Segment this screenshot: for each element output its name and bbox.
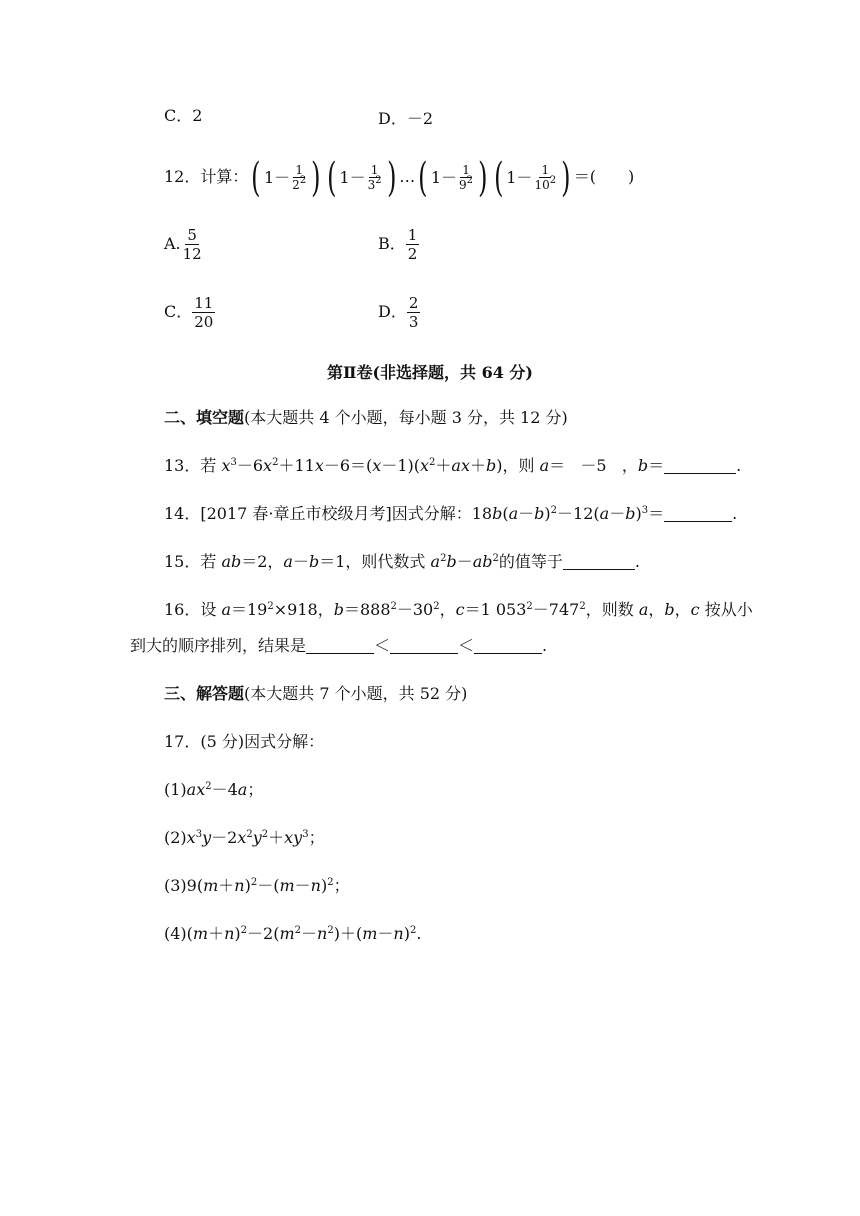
q17-part-4: $(4)(m+n)^2-2(m^2-n^2)+(m-n)^2$. [164,924,422,943]
q16-blank-3[interactable] [474,637,542,654]
q14-blank[interactable] [664,505,732,522]
q17-part-1: $(1)ax^2-4a$； [164,780,264,799]
q16-blank-1[interactable] [306,637,374,654]
q12-option-b: B． $\frac{1}{2}$ [378,226,418,263]
q13: 13．若 $x^3-6x^2+11x-6=(x-1)(x^2+ax+b)$，则 a＝ －5 ，b＝ . [164,456,742,475]
q15: 15．若 ab＝2，a－b＝1，则代数式 $a^2b-ab^2$的值等于 . [164,552,640,571]
q12-option-c: C． $\frac{11}{20}$ [164,294,214,331]
q12-factor-2: ( 1－ $\frac{1}{3^2}$ ) [326,154,397,201]
q11-option-c: C．2 [164,106,203,125]
q16-line-2: 到大的顺序排列，结果是 ＜ ＜ . [130,636,548,655]
q12-factor-4: ( 1－ $\frac{1}{10^2}$ ) [493,154,571,201]
part-3-heading: 三、解答题(本大题共 7 个小题，共 52 分) [164,684,468,703]
q16-blank-2[interactable] [390,637,458,654]
part-2-heading: 二、填空题(本大题共 4 个小题，每小题 3 分，共 12 分) [164,408,568,427]
q15-blank[interactable] [563,553,635,570]
section-2-title: 第Ⅱ卷(非选择题，共 64 分) [326,363,534,382]
q17-part-3: $(3)9(m+n)^2-(m-n)^2$； [164,876,350,895]
q12-prefix: 12．计算： [164,167,249,186]
q12-dots: … [399,167,416,186]
q13-answer-a: －5 [580,456,607,475]
q12-option-d: D． $\frac{2}{3}$ [378,294,419,331]
q12-suffix: ＝( ) [573,167,635,186]
q16-line-1: 16．设 $a=19^2\times 918$，$b=888^2-30^2$，c＝1 $053^2-747^2$，则数 a，b，c 按从小 [164,600,753,619]
q13-blank-b[interactable] [664,457,736,474]
q14: 14．[2017 春·章丘市校级月考]因式分解：$18b(a-b)^2-12(a-b)^3=$ . [164,504,738,523]
q17: 17．(5 分)因式分解： [164,732,325,751]
q12-option-a: A. $\frac{5}{12}$ [164,226,202,263]
q12-question [164,152,634,203]
q11-option-d: D．－2 [378,109,434,128]
q17-part-2: $(2)x^3y-2x^2y^2+xy^3$； [164,828,325,847]
q12-factor-3: ( 1－ $\frac{1}{9^2}$ ) [418,154,488,201]
q12-factor-1: ( 1－ $\frac{1}{2^2}$ ) [251,154,321,201]
